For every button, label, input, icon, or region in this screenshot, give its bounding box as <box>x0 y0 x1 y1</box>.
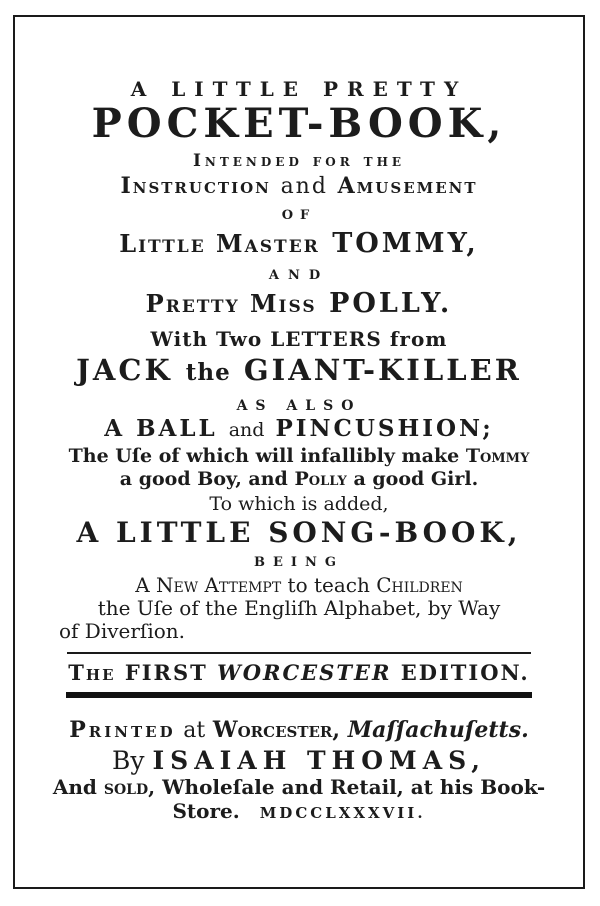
line-intended-for: Intended for the <box>192 151 406 171</box>
line-and: AND <box>268 268 330 283</box>
word-amusement: Amusement <box>337 173 478 199</box>
use-line-2 <box>15 468 583 491</box>
title-page <box>15 17 583 825</box>
line-miss-polly <box>15 288 583 320</box>
line-ball-pincushion <box>15 415 583 444</box>
label-little-master: Little Master <box>119 229 320 258</box>
word-and: and <box>280 174 328 199</box>
use-line-1 <box>15 445 583 468</box>
text-with-two: With Two <box>150 327 263 351</box>
text-year-roman-numerals: MDCCLXXXVII. <box>259 804 426 822</box>
text-wholesale-retail: , Wholeſale and Retail, at his Book- <box>148 775 546 799</box>
word-printed: Printed <box>69 717 176 743</box>
word-at: at <box>183 718 206 743</box>
line-instruction-amusement <box>15 173 583 200</box>
word-a-ball: A BALL <box>104 415 218 442</box>
text-new-attempt: New Attempt <box>156 573 282 597</box>
line-sold <box>15 775 583 799</box>
line-of: OF <box>281 208 317 223</box>
divider-thin-rule <box>67 652 531 654</box>
name-tommy-small: Tommy <box>465 445 530 467</box>
line-store-year <box>15 799 583 825</box>
text-good-boy: a good Boy, and <box>119 468 288 490</box>
divider-thick-rule <box>66 692 532 698</box>
word-edition: EDITION. <box>400 660 530 685</box>
word-the: the <box>185 359 231 386</box>
word-instruction: Instruction <box>120 173 271 199</box>
word-sold: sold <box>103 775 149 799</box>
word-the: The <box>68 660 116 685</box>
name-polly: POLLY. <box>329 288 453 319</box>
line-publisher <box>15 746 583 775</box>
text-use-pre: The Uſe of which will infallibly make <box>68 445 460 467</box>
word-worcester: Worcester, <box>212 717 341 743</box>
line-printed-at <box>15 717 583 744</box>
line-as-also: AS ALSO <box>236 398 362 414</box>
text-to-teach: to teach <box>287 573 370 597</box>
line-master-tommy <box>15 228 583 260</box>
line-being: BEING <box>254 555 344 570</box>
word-children: Children <box>376 573 463 597</box>
label-pretty-miss: Pretty Miss <box>145 289 317 318</box>
word-massachusetts: Maſſachuſetts. <box>347 717 529 743</box>
word-by: By <box>112 746 145 775</box>
word-a: A <box>135 573 150 597</box>
name-polly-small: Polly <box>294 468 347 490</box>
line-edition-statement <box>15 660 583 685</box>
page-border <box>13 15 585 889</box>
word-worcester-italic: WORCESTER <box>217 660 392 685</box>
title-kicker: A LITTLE PRETTY <box>130 77 468 101</box>
word-letters: LETTERS <box>270 327 382 351</box>
word-and: and <box>228 419 265 441</box>
word-pincushion: PINCUSHION; <box>275 415 494 442</box>
main-title: POCKET-BOOK, <box>91 100 507 147</box>
text-from: from <box>389 327 448 351</box>
paragraph-new-attempt <box>15 574 583 643</box>
text-good-girl: a good Girl. <box>353 468 479 490</box>
word-first: FIRST <box>124 660 208 685</box>
line-jack-giant-killer <box>15 353 583 390</box>
word-store: Store. <box>172 799 240 823</box>
attempt-line-2: the Uſe of the Engliſh Alphabet, by Way <box>97 596 501 620</box>
name-jack: JACK <box>76 353 173 387</box>
paragraph-use <box>15 445 583 491</box>
line-song-book: A LITTLE SONG-BOOK, <box>76 516 522 549</box>
line-two-letters <box>15 327 583 351</box>
word-and: And <box>52 775 97 799</box>
attempt-line-3: of Diverſion. <box>59 619 186 643</box>
line-to-which-added: To which is added, <box>209 493 389 515</box>
attempt-line-1 <box>59 574 539 597</box>
name-tommy: TOMMY, <box>332 228 479 259</box>
name-isaiah-thomas: ISAIAH THOMAS, <box>152 746 486 775</box>
name-giant-killer: GIANT-KILLER <box>243 353 522 387</box>
